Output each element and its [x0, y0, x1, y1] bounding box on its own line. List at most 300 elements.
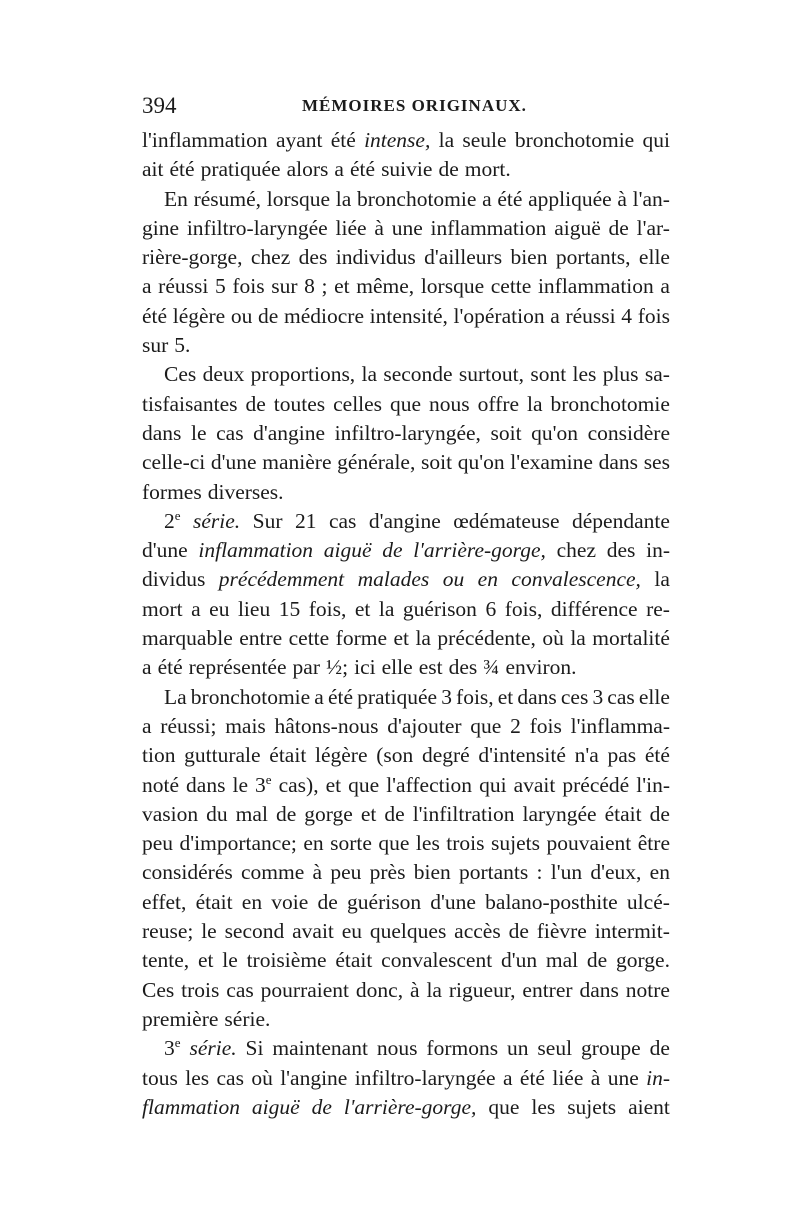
word: trois: [181, 977, 220, 1002]
word: celle-ci: [142, 450, 206, 475]
text-line: [142, 946, 670, 975]
word: précédemment: [218, 567, 345, 592]
word: était: [604, 801, 642, 826]
text-line: [142, 976, 670, 1005]
word: maintenant: [272, 1036, 368, 1061]
word: des: [606, 538, 636, 563]
word: a: [502, 1065, 513, 1090]
word: cette: [490, 274, 532, 299]
word: gine: [142, 215, 180, 240]
word: La: [164, 684, 187, 709]
word: fois: [529, 713, 562, 738]
word: à: [410, 977, 420, 1002]
word: l'arrière-gorge,: [413, 538, 546, 563]
word: œdémateuse: [453, 508, 560, 533]
word: d'importance;: [179, 831, 297, 856]
text-line: [142, 185, 670, 214]
word: légère: [172, 303, 226, 328]
word: des: [448, 655, 478, 680]
word: 3e: [255, 771, 272, 797]
text-line: [142, 272, 670, 301]
word: avait: [292, 919, 334, 944]
word: nous: [429, 391, 470, 416]
word: celles: [333, 391, 383, 416]
word: eu: [209, 596, 230, 621]
word: à: [617, 186, 627, 211]
word: sur: [271, 274, 298, 299]
word: dans: [517, 684, 557, 709]
word: forme: [335, 626, 387, 651]
word: sujets: [567, 1094, 617, 1119]
word: ou: [442, 567, 465, 592]
word: d'une: [142, 538, 188, 563]
page-number: 394: [142, 93, 177, 118]
word: n'a: [574, 743, 599, 768]
word: de: [311, 1094, 332, 1119]
word: aient: [628, 1094, 670, 1119]
text-line: [142, 653, 670, 682]
word: pratiquée: [357, 684, 438, 709]
word: gorge: [304, 801, 353, 826]
word: bien: [413, 860, 451, 885]
word: et: [334, 274, 350, 299]
word: a: [334, 157, 344, 182]
word: même,: [356, 274, 415, 299]
word: infiltro-laryngée: [186, 215, 328, 240]
word: la: [570, 626, 586, 651]
word: de: [649, 801, 670, 826]
word: d'une: [210, 450, 257, 475]
word: de: [438, 157, 459, 182]
word: été: [142, 303, 168, 328]
word: mortalité: [592, 626, 670, 651]
text-line: [142, 712, 670, 741]
word: 21: [294, 508, 317, 533]
word: elle: [638, 245, 670, 270]
word: degré: [421, 743, 470, 768]
word: intermit-: [594, 919, 670, 944]
word: est: [418, 655, 443, 680]
word: offre: [477, 391, 520, 416]
word: qui: [479, 772, 507, 797]
word: la: [361, 362, 378, 387]
text-line: [142, 800, 670, 829]
word: fois: [232, 274, 265, 299]
word: elle: [638, 684, 670, 709]
word: la: [426, 977, 442, 1002]
word: fois,: [504, 596, 543, 621]
word: l'infiltration: [412, 801, 515, 826]
word: laryngée: [522, 801, 597, 826]
word: et: [497, 684, 514, 709]
word: la: [415, 626, 431, 651]
word: que: [470, 713, 502, 738]
word: tente,: [142, 948, 190, 973]
word: où: [542, 626, 564, 651]
word: tion: [142, 743, 176, 768]
word: Ces: [142, 977, 175, 1002]
word: le: [232, 772, 249, 797]
word: de: [586, 948, 608, 973]
word: de: [508, 919, 529, 944]
word: du: [206, 801, 228, 826]
word: à: [590, 1065, 601, 1090]
word: été: [157, 655, 183, 680]
word: réussi: [158, 274, 209, 299]
word: nous: [376, 1036, 418, 1061]
word: second: [224, 919, 285, 944]
word: ici: [354, 655, 376, 680]
word: a: [142, 274, 152, 299]
word: soit: [490, 420, 522, 445]
word: à: [374, 215, 384, 240]
word: 3: [441, 684, 452, 709]
word: l'opération: [453, 303, 545, 328]
word: une: [391, 215, 423, 240]
word: individus: [335, 245, 416, 270]
text-line: [142, 595, 670, 624]
word: l'inflamma-: [570, 713, 670, 738]
word: de: [608, 215, 629, 240]
word: fièvre: [536, 919, 587, 944]
word: résumé,: [193, 186, 262, 211]
word: Sur: [252, 508, 283, 533]
word: considérés: [142, 860, 233, 885]
word: qui: [642, 128, 670, 152]
word: re-: [646, 596, 670, 621]
word: dividus: [142, 567, 206, 592]
word: marquable: [142, 626, 233, 651]
word: à: [312, 860, 323, 885]
word: l'inflammation: [142, 128, 268, 152]
word: gutturale: [184, 743, 261, 768]
word: qu'on: [457, 450, 505, 475]
word: les: [531, 1094, 556, 1119]
word: Ces: [164, 362, 197, 387]
word: 15: [278, 596, 301, 621]
text-line: [142, 155, 670, 184]
word: mais: [225, 713, 266, 738]
word: ulcé-: [626, 889, 670, 914]
word: ses: [643, 450, 670, 475]
word: série.: [193, 508, 241, 533]
word: générale,: [337, 450, 416, 475]
word: mort.: [464, 157, 511, 182]
word: le: [191, 420, 207, 445]
word: les: [572, 362, 597, 387]
text-line: [142, 888, 670, 917]
word: 4: [621, 303, 633, 328]
text-line: [142, 478, 670, 507]
word: quelques: [369, 919, 447, 944]
word: tisfaisantes: [142, 391, 238, 416]
word: ¾: [483, 655, 500, 680]
word: l'examine: [510, 450, 593, 475]
word: peu: [142, 831, 174, 856]
word: été: [327, 684, 353, 709]
word: lorsque: [420, 274, 485, 299]
word: de: [245, 391, 266, 416]
word: un: [507, 1036, 529, 1061]
text-line: [142, 858, 670, 887]
word: l'in-: [636, 772, 670, 797]
word: de: [275, 801, 297, 826]
word: une: [607, 1065, 639, 1090]
word: suivie: [381, 157, 433, 182]
word: in-: [646, 538, 670, 563]
word: En: [164, 186, 188, 211]
word: 3e: [164, 1035, 181, 1061]
word: infiltro-laryngée: [354, 1065, 496, 1090]
word: fois,: [308, 596, 347, 621]
word: d'ajouter: [387, 713, 462, 738]
text-line: [142, 1093, 670, 1122]
word: a: [142, 713, 152, 738]
word: aiguë: [554, 215, 601, 240]
word: seul: [537, 1036, 573, 1061]
word: de: [382, 538, 403, 563]
text-line: [142, 507, 670, 536]
word: sa-: [644, 362, 670, 387]
word: bronchotomie: [514, 128, 635, 152]
word: accès: [454, 919, 501, 944]
word: formons: [426, 1036, 499, 1061]
word: de: [384, 801, 405, 826]
word: infiltro-laryngée,: [334, 420, 481, 445]
word: trois: [446, 831, 485, 856]
word: tous: [142, 1065, 178, 1090]
word: intense,: [364, 128, 431, 152]
word: sont: [530, 362, 567, 387]
word: cas: [216, 1065, 244, 1090]
word: (son: [376, 743, 414, 768]
word: l'arrière-gorge,: [343, 1094, 477, 1119]
word: notre: [625, 977, 670, 1002]
word: série.: [189, 1036, 237, 1061]
word: a: [482, 186, 492, 211]
word: près: [369, 860, 406, 885]
word: été: [169, 157, 195, 182]
word: in-: [646, 1065, 670, 1090]
text-line: [142, 829, 670, 858]
word: sorte: [330, 831, 372, 856]
word: la: [438, 128, 455, 152]
word: inflammation: [537, 274, 654, 299]
word: d'angine: [253, 420, 326, 445]
word: chez: [250, 245, 291, 270]
text-line: [142, 243, 670, 272]
word: et: [393, 626, 409, 651]
word: été: [330, 128, 356, 152]
text-line: [142, 390, 670, 419]
word: la: [527, 391, 543, 416]
text-line: [142, 360, 670, 389]
word: l'angine: [280, 1065, 348, 1090]
text-line: [142, 214, 670, 243]
word: les: [415, 831, 440, 856]
word: proportions,: [250, 362, 356, 387]
word: seconde: [383, 362, 453, 387]
word: donc,: [355, 977, 404, 1002]
word: environ.: [505, 655, 577, 680]
word: mort: [142, 596, 183, 621]
word: précédente,: [437, 626, 536, 651]
word: 6: [485, 596, 497, 621]
word: peu: [330, 860, 362, 885]
word: surtout,: [458, 362, 525, 387]
word: d'eux,: [590, 860, 642, 885]
word: noté: [142, 772, 180, 797]
word: le: [201, 919, 217, 944]
word: 2: [510, 713, 521, 738]
word: l'an-: [632, 186, 670, 211]
word: de: [317, 889, 338, 914]
word: entre: [239, 626, 283, 651]
word: et: [197, 948, 214, 973]
word: été: [519, 1065, 545, 1090]
word: et: [325, 772, 342, 797]
page-header: [142, 93, 662, 123]
word: l'ar-: [636, 215, 670, 240]
word: guérison: [402, 596, 477, 621]
word: les: [185, 1065, 210, 1090]
word: rigueur,: [448, 977, 516, 1002]
word: cas: [328, 508, 357, 533]
text-line: [142, 917, 670, 946]
word: deux: [202, 362, 245, 387]
word: par: [292, 655, 320, 680]
word: mal: [235, 801, 268, 826]
word: pouvaient: [546, 831, 632, 856]
running-title: MÉMOIRES ORIGINAUX.: [302, 96, 527, 115]
text-line: [142, 683, 670, 712]
word: rière-gorge,: [142, 245, 243, 270]
word: précédé: [562, 772, 630, 797]
word: ½;: [326, 655, 349, 680]
word: été: [349, 157, 376, 182]
text-line: [142, 771, 670, 800]
word: des: [298, 245, 328, 270]
word: ayant: [275, 128, 323, 152]
word: d'une: [430, 889, 476, 914]
text-line: [142, 624, 670, 653]
word: pourraient: [260, 977, 350, 1002]
word: médiocre: [284, 303, 364, 328]
text-line: [142, 741, 670, 770]
word: liée: [552, 1065, 584, 1090]
word: était: [335, 948, 373, 973]
word: que: [378, 831, 410, 856]
word: seule: [462, 128, 507, 152]
word: de: [258, 303, 279, 328]
word: alors: [286, 157, 329, 182]
word: eu: [341, 919, 363, 944]
word: entrer: [522, 977, 573, 1002]
word: la: [335, 186, 352, 211]
text-line: [142, 302, 670, 331]
word: lorsque: [266, 186, 331, 211]
word: légère: [315, 743, 368, 768]
word: vasion: [142, 801, 199, 826]
word: que: [348, 772, 380, 797]
word: elle: [381, 655, 413, 680]
word: l'un: [550, 860, 583, 885]
word: où: [251, 1065, 273, 1090]
word: dans: [186, 772, 226, 797]
word: en: [477, 567, 498, 592]
word: cas),: [278, 772, 319, 797]
word: réussi;: [160, 713, 217, 738]
text-line: [142, 1064, 670, 1093]
word: troisième: [246, 948, 327, 973]
word: inflammation: [430, 215, 547, 240]
word: a: [314, 684, 324, 709]
word: voie: [271, 889, 309, 914]
word: dans: [142, 420, 182, 445]
word: a: [660, 274, 670, 299]
word: être: [637, 831, 670, 856]
text-line: [142, 1034, 670, 1063]
word: bronchotomie: [550, 391, 670, 416]
word: cette: [288, 626, 330, 651]
word: en: [649, 860, 670, 885]
word: avait: [513, 772, 556, 797]
word: la: [654, 567, 670, 592]
word: flammation: [142, 1094, 240, 1119]
word: formes: [142, 479, 202, 504]
word: 5: [214, 274, 226, 299]
word: qu'on: [531, 420, 579, 445]
word: bronchotomie: [357, 186, 477, 211]
text-line: [142, 536, 670, 565]
word: malades: [357, 567, 430, 592]
word: bronchotomie: [190, 684, 311, 709]
word: réussi: [565, 303, 616, 328]
word: pratiquée: [200, 157, 281, 182]
word: guérison: [347, 889, 422, 914]
word: soit: [421, 450, 453, 475]
word: comme: [241, 860, 305, 885]
word: en: [303, 831, 324, 856]
word: était: [269, 743, 307, 768]
word: balano-posthite: [485, 889, 618, 914]
word: a: [191, 596, 201, 621]
word: dans: [579, 977, 619, 1002]
word: ces: [560, 684, 589, 709]
word: sur: [142, 333, 169, 358]
word: 2e: [164, 507, 181, 533]
text-line: [142, 1005, 670, 1034]
word: représentée: [188, 655, 287, 680]
word: portants: [459, 860, 529, 885]
word: aiguë: [323, 538, 372, 563]
word: première: [142, 1006, 219, 1031]
word: a: [142, 655, 152, 680]
word: gorge.: [616, 948, 670, 973]
word: d'angine: [368, 508, 441, 533]
word: cas: [226, 977, 254, 1002]
word: d'ailleurs: [424, 245, 503, 270]
word: sujets: [491, 831, 540, 856]
word: lieu: [237, 596, 271, 621]
word: bien: [510, 245, 548, 270]
word: manière: [262, 450, 332, 475]
word: ait: [142, 157, 164, 182]
word: Si: [245, 1036, 264, 1061]
word: la: [378, 596, 395, 621]
text-line: [142, 565, 670, 594]
word: cas: [607, 684, 635, 709]
